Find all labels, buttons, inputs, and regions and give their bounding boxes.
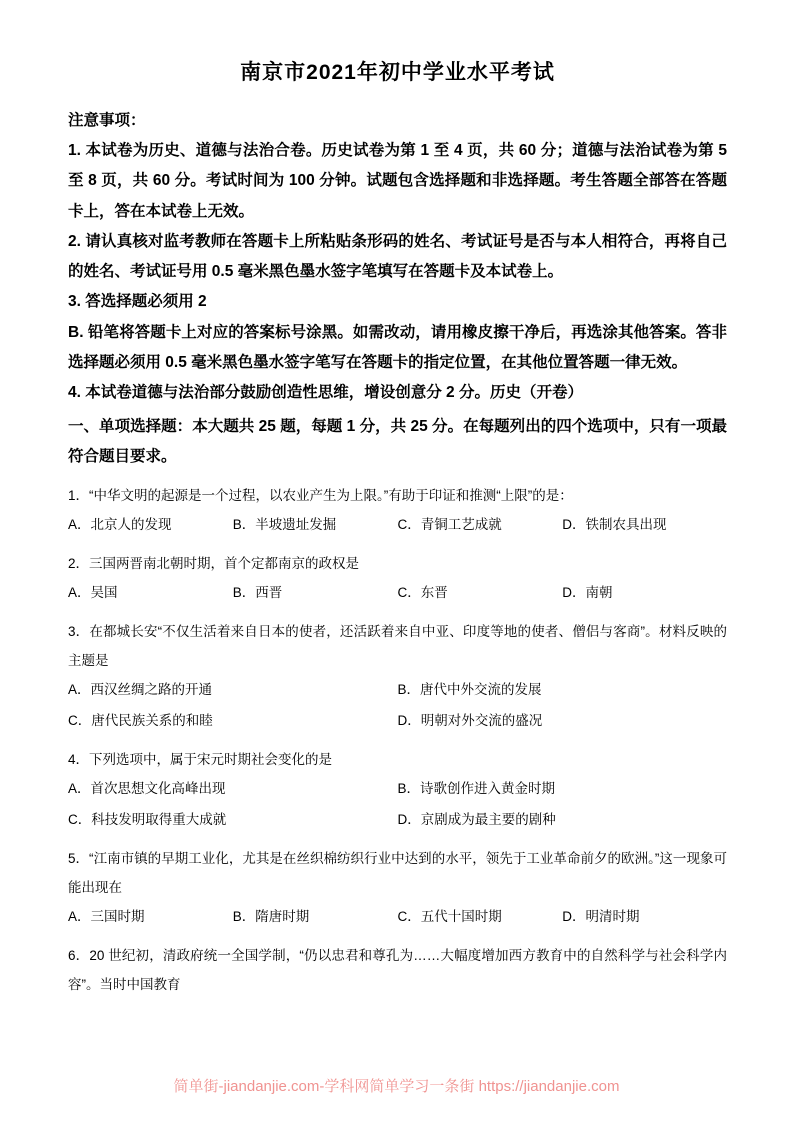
question-option: B．西晋 [232,584,283,600]
question [68,941,727,999]
question-stem: 6．20 世纪初，清政府统一全国学制，“仍以忠君和尊孔为……大幅度增加西方教育中的自然科学与社会科学内容”。当时中国教育 [68,947,727,992]
question-option: B．隋唐时期 [232,908,310,924]
question-option: C．唐代民族关系的和睦 [68,712,213,728]
question-option: A．首次思想文化高峰出现 [68,780,226,796]
question-stem: 2．三国两晋南北朝时期，首个定都南京的政权是 [68,555,360,571]
question-stem: 1．“中华文明的起源是一个过程，以农业产生为上限。”有助于印证和推测“上限”的是： [68,487,573,503]
question-option: D．明清时期 [562,908,640,924]
question-option: D．京剧成为最主要的剧种 [397,811,556,827]
question [68,844,727,931]
question-options [68,675,727,735]
question-stem: 5．“江南市镇的早期工业化，尤其是在丝织棉纺织行业中达到的水平，领先于工业革命前夕的欧洲。”这一现象可能出现在 [68,850,727,895]
questions-list [68,481,727,999]
question-options [68,774,727,834]
question-option: D．南朝 [562,584,613,600]
section-header: 一、单项选择题：本大题共 25 题，每题 1 分，共 25 分。在每题列出的四个选项中，只有一项最符合题目要求。 [68,418,727,466]
question-option: A．西汉丝绸之路的开通 [68,681,213,697]
question-options [68,902,727,931]
question-option: B．半坡遗址发掘 [232,516,337,532]
question-stem: 4．下列选项中，属于宋元时期社会变化的是 [68,751,333,767]
question-options [68,578,727,607]
notice-paragraph-1: 1. 本试卷为历史、道德与法治合卷。历史试卷为第 1 至 4 页，共 60 分；道德与法治试卷为第 5 至 8 页，共 60 分。考试时间为 100 分钟。试题包含选择题和非选择题。考生答题全部答在答题卡上，答在本试卷上无效。 [68,142,727,220]
question [68,617,727,735]
notice-paragraph-4: B. 铅笔将答题卡上对应的答案标号涂黑。如需改动，请用橡皮擦干净后，再选涂其他答案。答非选择题必须用 0.5 毫米黑色墨水签字笔写在答题卡的指定位置，在其他位置答题一律无效。 [68,323,727,371]
question-option: B．唐代中外交流的发展 [397,681,542,697]
question-option: A．北京人的发现 [68,516,172,532]
notice-header: 注意事项： [68,112,146,129]
question-option: B．诗歌创作进入黄金时期 [397,780,556,796]
question-option: D．铁制农具出现 [562,516,667,532]
notice-paragraph-3: 3. 答选择题必须用 2 [68,293,207,311]
page-title: 南京市2021年初中学业水平考试 [240,61,555,84]
notice-paragraph-5: 4. 本试卷道德与法治部分鼓励创造性思维，增设创意分 2 分。历史（开卷） [68,383,583,401]
question-option: A．三国时期 [68,908,145,924]
question-option: C．青铜工艺成就 [397,516,502,532]
footer-link[interactable]: 简单街-jiandanjie.com-学科网简单学习一条街 https://jiandanjie.com [173,1078,620,1095]
notice-paragraph-2: 2. 请认真核对监考教师在答题卡上所粘贴条形码的姓名、考试证号是否与本人相符合，再将自己的姓名、考试证号用 0.5 毫米黑色墨水签字笔填写在答题卡及本试卷上。 [68,232,727,281]
notice-section [68,106,727,408]
question-stem: 3．在都城长安“不仅生活着来自日本的使者，还活跃着来自中亚、印度等地的使者、僧侣与客商”。材料反映的主题是 [68,623,727,668]
question [68,549,727,607]
question-option: C．科技发明取得重大成就 [68,811,227,827]
question-option: A．吴国 [68,584,118,600]
question [68,745,727,834]
question [68,481,727,539]
question-option: C．五代十国时期 [397,908,502,924]
question-options [68,510,727,539]
question-option: C．东晋 [397,584,448,600]
question-option: D．明朝对外交流的盛况 [397,712,543,728]
